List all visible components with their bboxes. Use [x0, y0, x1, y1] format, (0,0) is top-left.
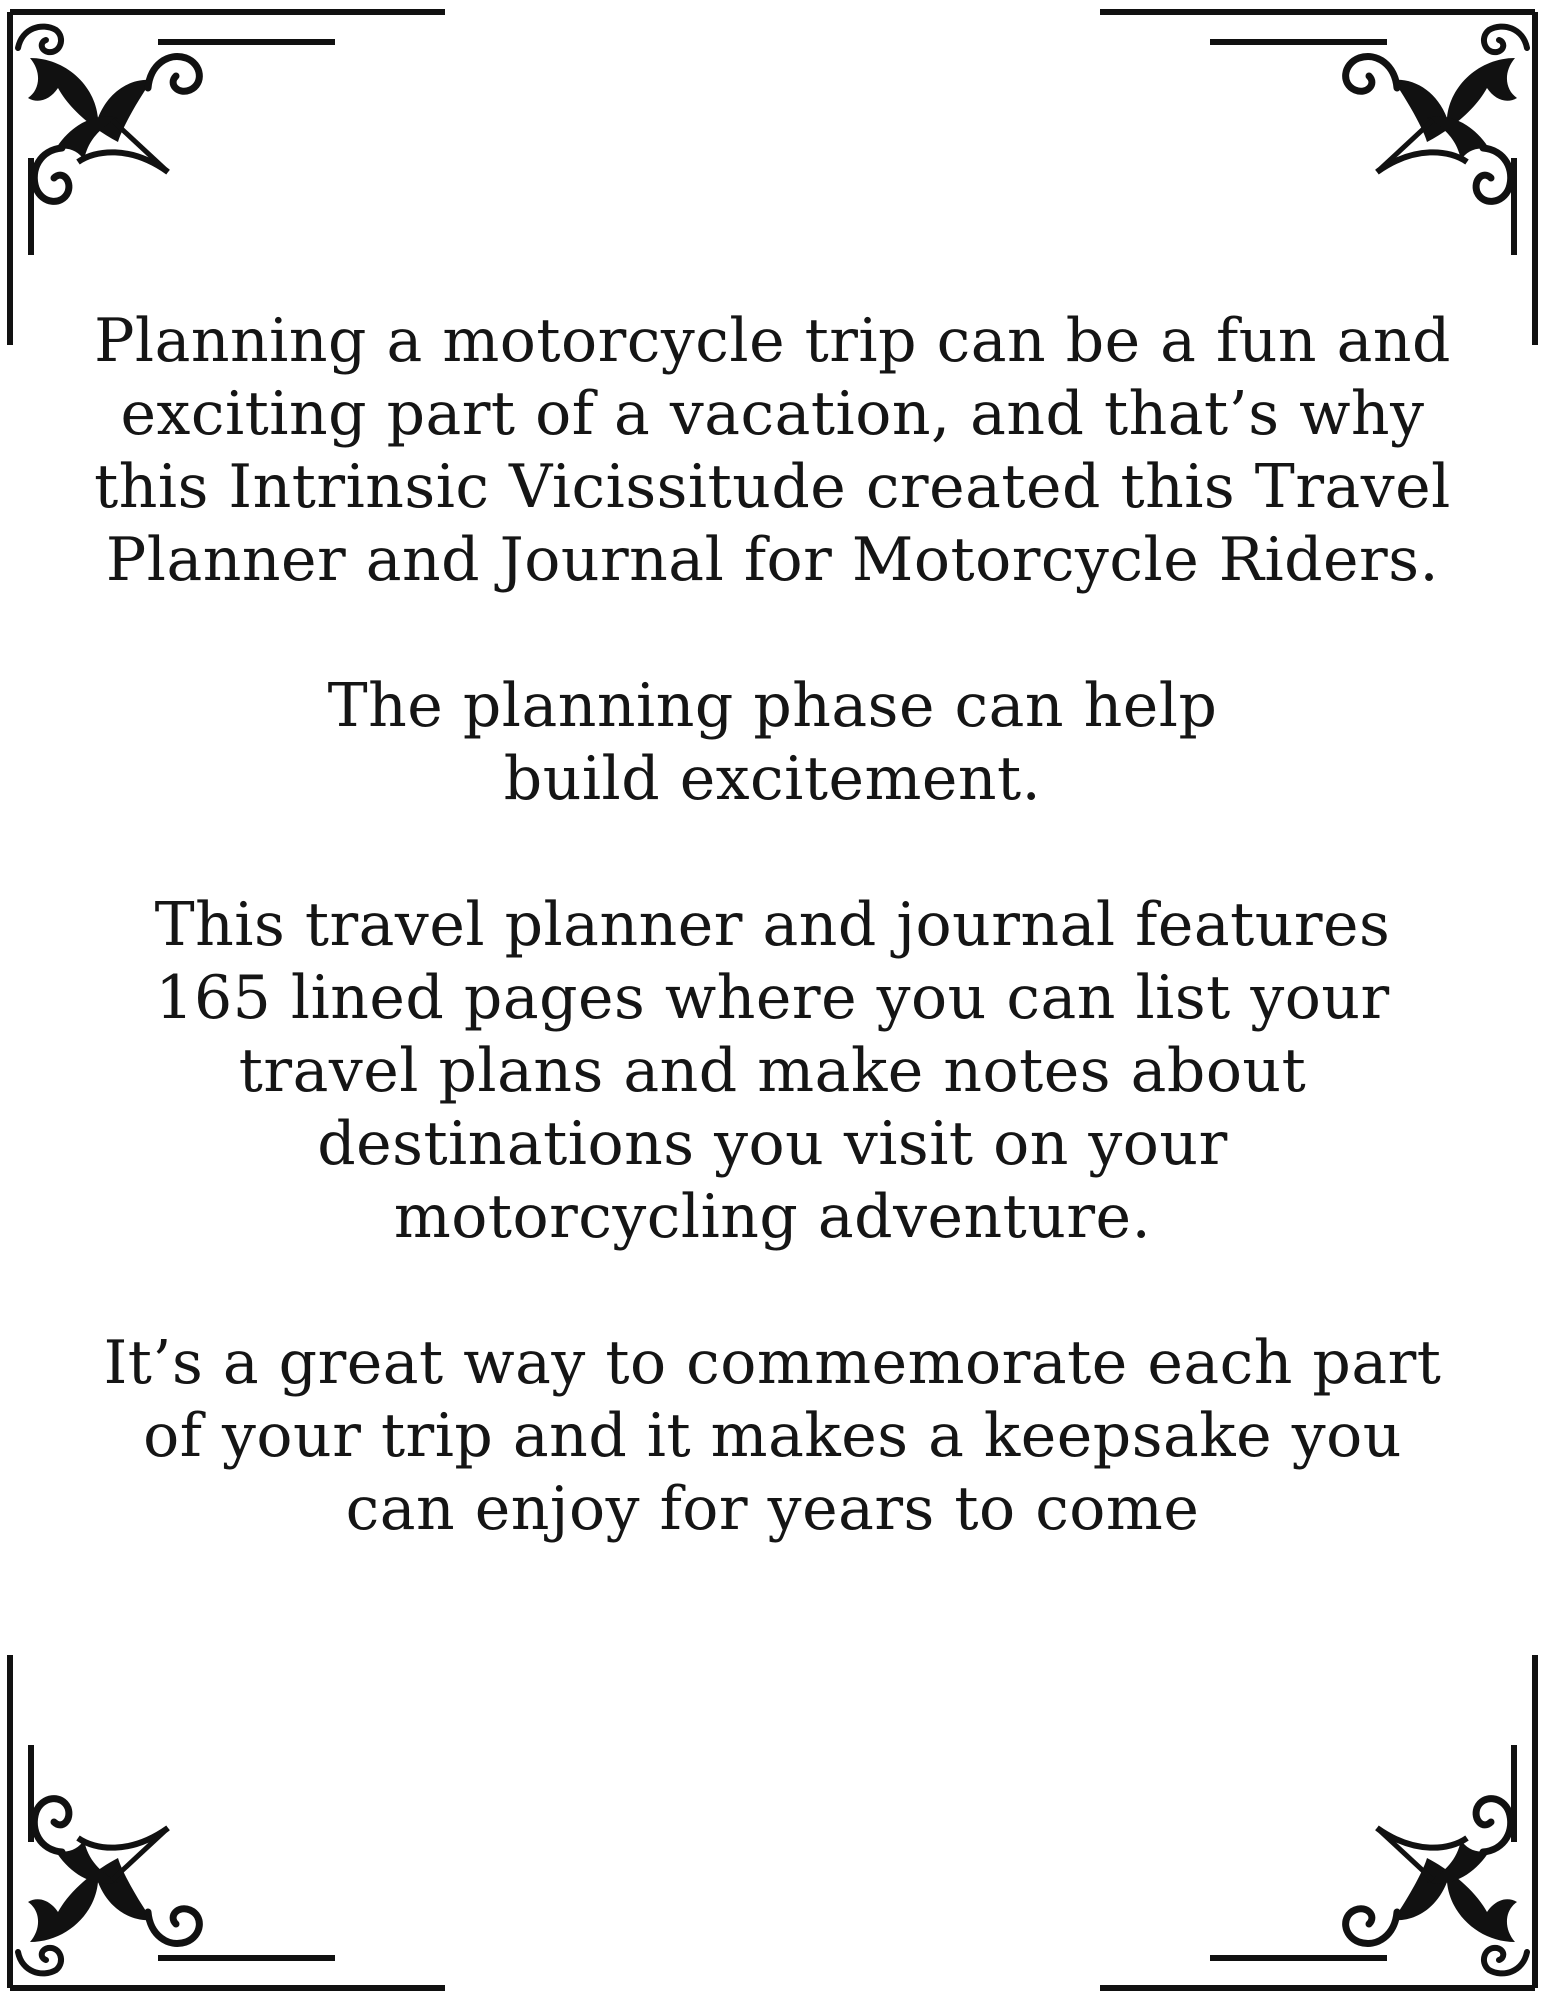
paragraph-planning-phase: The planning phase can help build excitement.	[327, 671, 1218, 814]
paragraph-intro: Planning a motorcycle trip can be a fun and exciting part of a vacation, and that’s why this Intrinsic Vicissitude created this Travel Planner and Journal for Motorcycle Riders.	[94, 306, 1451, 595]
paragraph-keepsake: It’s a great way to commemorate each part of your trip and it makes a keepsake you can enjoy for years to come	[103, 1328, 1442, 1544]
paragraph-features: This travel planner and journal features 165 lined pages where you can list your travel plans and make notes about destinations you visit on your motorcycling adventure.	[154, 890, 1391, 1252]
ornament-bottom-right-icon	[1100, 1655, 1535, 1988]
ornament-top-left-icon	[10, 12, 445, 345]
ornament-top-right-icon	[1100, 12, 1535, 345]
ornament-bottom-left-icon	[10, 1655, 445, 1988]
body-text	[70, 305, 1475, 1546]
